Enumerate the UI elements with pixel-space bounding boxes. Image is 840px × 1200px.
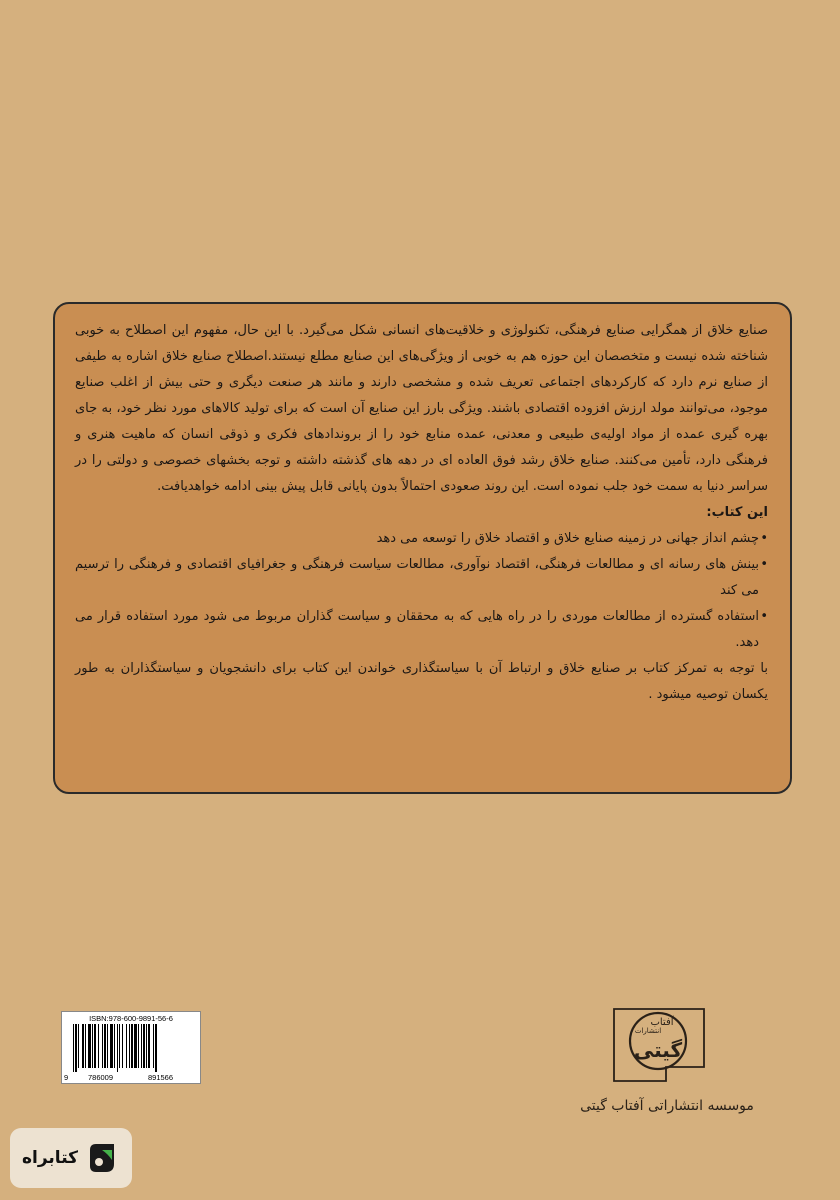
logo-main-text: گیتی bbox=[633, 1038, 683, 1062]
summary-closing-paragraph: با توجه به تمرکز کتاب بر صنایع خلاق و ارتباط آن با سیاستگذاری خواندن این کتاب برای دانشجویان و سیاستگذاران به طور یکسان توصیه میشود . bbox=[75, 661, 768, 702]
aftab-giti-publisher-logo-icon bbox=[608, 1003, 710, 1085]
barcode-bar bbox=[94, 1024, 96, 1068]
summary-bullet-item: • چشم انداز جهانی در زمینه صنایع خلاق و اقتصاد خلاق را توسعه می دهد bbox=[75, 526, 768, 552]
logo-top-text: آفتاب bbox=[650, 1017, 674, 1028]
barcode-left-digits: 786009 bbox=[88, 1073, 114, 1082]
barcode-bar bbox=[119, 1024, 120, 1068]
barcode-bar bbox=[114, 1024, 115, 1068]
barcode-bar bbox=[131, 1024, 133, 1068]
barcode-bar bbox=[146, 1024, 147, 1068]
barcode-bar bbox=[110, 1024, 113, 1068]
barcode-bar bbox=[126, 1024, 127, 1068]
back-cover-summary-box bbox=[53, 302, 792, 794]
barcode-bar bbox=[85, 1024, 86, 1068]
barcode-lead-digit: 9 bbox=[64, 1073, 69, 1082]
barcode-bar bbox=[141, 1024, 142, 1068]
ketabrah-logo-icon bbox=[84, 1140, 120, 1176]
barcode-right-digits: 891566 bbox=[148, 1073, 174, 1082]
summary-bullet-list bbox=[75, 526, 768, 656]
isbn-barcode bbox=[61, 1011, 201, 1084]
summary-heading: این کتاب: bbox=[706, 505, 768, 520]
ketabrah-store-badge[interactable] bbox=[10, 1128, 132, 1188]
barcode-bar bbox=[107, 1024, 108, 1068]
barcode-bar bbox=[148, 1024, 150, 1068]
barcode-bar bbox=[134, 1024, 137, 1068]
logo-small-text: انتشارات bbox=[634, 1027, 662, 1035]
barcode-bar bbox=[104, 1024, 106, 1068]
summary-bullet-item: • بینش های رسانه ای و مطالعات فرهنگی، اقتصاد نوآوری، مطالعات سیاست فرهنگی و جغرافیای اقتصادی و فرهنگی را ترسیم می کند bbox=[75, 552, 768, 604]
barcode-bar bbox=[138, 1024, 139, 1068]
summary-bullet-item: • استفاده گسترده از مطالعات موردی را در راه هایی که به محققان و سیاست گذاران مربوط می شود مورد استفاده قرار می دهد. bbox=[75, 604, 768, 656]
barcode-bar bbox=[155, 1024, 157, 1072]
store-badge-label: کتابراه bbox=[21, 1148, 79, 1168]
barcode-bar bbox=[78, 1024, 79, 1068]
barcode-bar bbox=[143, 1024, 145, 1068]
isbn-label: ISBN:978-600-9891-56-6 bbox=[89, 1014, 173, 1023]
barcode-bar bbox=[153, 1024, 154, 1068]
barcode-bar bbox=[88, 1024, 91, 1068]
barcode-bars bbox=[67, 1024, 197, 1072]
barcode-bar bbox=[117, 1024, 118, 1072]
barcode-bar bbox=[102, 1024, 103, 1068]
barcode-bar bbox=[82, 1024, 84, 1068]
summary-paragraph: صنایع خلاق از همگرایی صنایع فرهنگی، تکنولوژی و خلاقیت‌های انسانی شکل می‌گیرد. با این حال، مفهوم این اصطلاح به خوبی شناخته شده نیست و متخصصان این حوزه هم به خوبی از ویژگی‌های این صنایع مطلع نیستند.اصطلاح صنایع خلاق اشاره به طیفی از صنایع نرم دارد که کارکردهای اجتماعی تعریف شده و مشخصی دارند و مانند هر صنعت دیگری و حتی بیش از اغلب صنایع موجود، می‌توانند مولد ارزش افزوده اقتصادی باشند. ویژگی بارز این صنایع آن است که برای تولید کالاهای مورد نظر خود، به جای بهره گیری عمده از مواد اولیه‌ی طبیعی و معدنی، عمده منابع خود را از بروندادهای فکری و ذوقی انسان که ماهیت هنری و فرهنگی دارد، تأمین می‌کنند. صنایع خلاق رشد فوق العاده ای در دهه های گذشته داشته و توجه بخشهای خصوصی و دولتی را در سراسر دنیا به سمت خود جلب نموده است. این روند صعودی احتمالاً بدون پایانی قابل پیش بینی ادامه خواهدیافت. bbox=[75, 323, 768, 494]
barcode-bar bbox=[73, 1024, 74, 1072]
barcode-bar bbox=[75, 1024, 77, 1072]
barcode-bar bbox=[122, 1024, 123, 1068]
barcode-bar bbox=[129, 1024, 130, 1068]
barcode-bar bbox=[92, 1024, 93, 1068]
publisher-name: موسسه انتشاراتی آفتاب گیتی bbox=[580, 1098, 754, 1114]
barcode-bar bbox=[98, 1024, 99, 1068]
